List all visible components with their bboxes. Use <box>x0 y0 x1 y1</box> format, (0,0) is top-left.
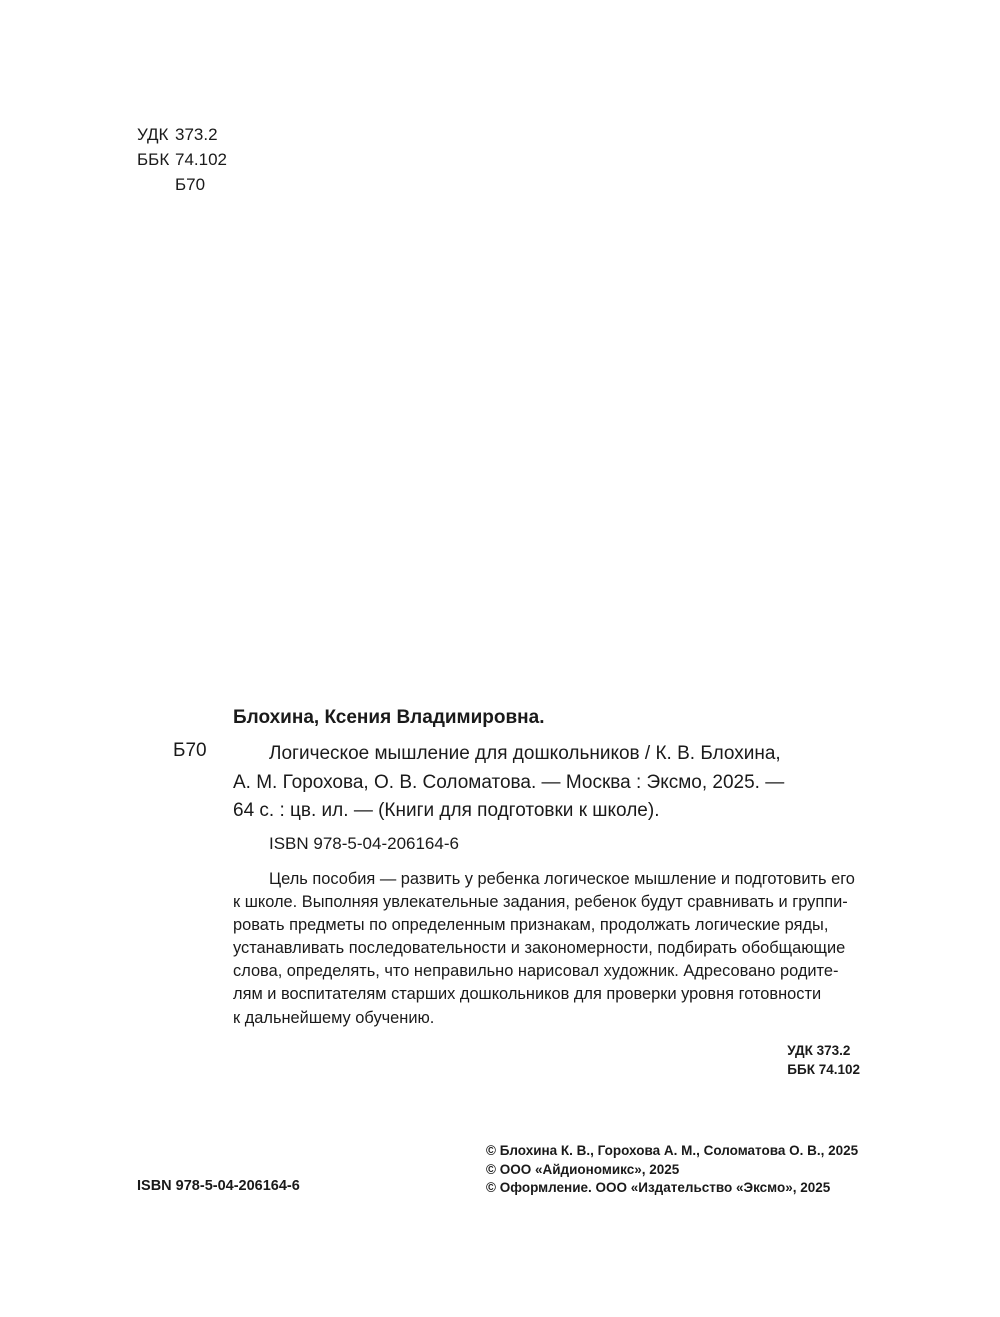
copyright-line: © ООО «Айдиономикс», 2025 <box>486 1161 680 1177</box>
copyright-block <box>486 1142 858 1198</box>
bbk-label: ББК <box>137 150 170 169</box>
entry-author-mark: Б70 <box>173 740 207 761</box>
bibliographic-description <box>233 740 860 826</box>
annotation-line: ровать предметы по определенным признакам, продолжать логические ряды, <box>233 916 829 935</box>
annotation-line: лям и воспитателям старших дошкольников для проверки уровня готовности <box>233 985 822 1004</box>
imprint-isbn: ISBN 978-5-04-206164-6 <box>137 1178 300 1194</box>
annotation-line: Цель пособия — развить у ребенка логическое мышление и подготовить его <box>269 870 855 888</box>
annotation-line: к дальнейшему обучению. <box>233 1008 435 1027</box>
author-mark-row <box>137 172 227 197</box>
classification-footer <box>787 1041 860 1079</box>
author-heading: Блохина, Ксения Владимировна. <box>233 707 545 728</box>
description-line: 64 с. : цв. ил. — (Книги для подготовки к школе). <box>233 800 660 821</box>
classification-header <box>137 122 227 197</box>
copyright-line: © Оформление. ООО «Издательство «Эксмо», 2025 <box>486 1180 831 1195</box>
entry-isbn: ISBN 978-5-04-206164-6 <box>269 834 459 853</box>
bbk-value: 74.102 <box>175 150 227 169</box>
annotation-line: слова, определять, что неправильно нарисовал художник. Адресовано родите- <box>233 962 839 981</box>
footer-udk: УДК 373.2 <box>787 1043 851 1058</box>
annotation <box>233 868 860 1030</box>
description-line: А. М. Горохова, О. В. Соломатова. — Москва : Эксмо, 2025. — <box>233 771 785 793</box>
udk-value: 373.2 <box>175 125 218 144</box>
footer-bbk: ББК 74.102 <box>787 1062 860 1077</box>
annotation-line: устанавливать последовательности и закономерности, подбирать обобщающие <box>233 939 846 958</box>
udk-row <box>137 122 227 147</box>
annotation-line: к школе. Выполняя увлекательные задания, ребенок будут сравнивать и группи- <box>233 893 848 912</box>
author-mark: Б70 <box>175 175 206 194</box>
bbk-row <box>137 147 227 172</box>
udk-label: УДК <box>137 125 169 144</box>
description-line: Логическое мышление для дошкольников / К. В. Блохина, <box>269 743 781 764</box>
copyright-line: © Блохина К. В., Горохова А. М., Соломатова О. В., 2025 <box>486 1143 859 1158</box>
